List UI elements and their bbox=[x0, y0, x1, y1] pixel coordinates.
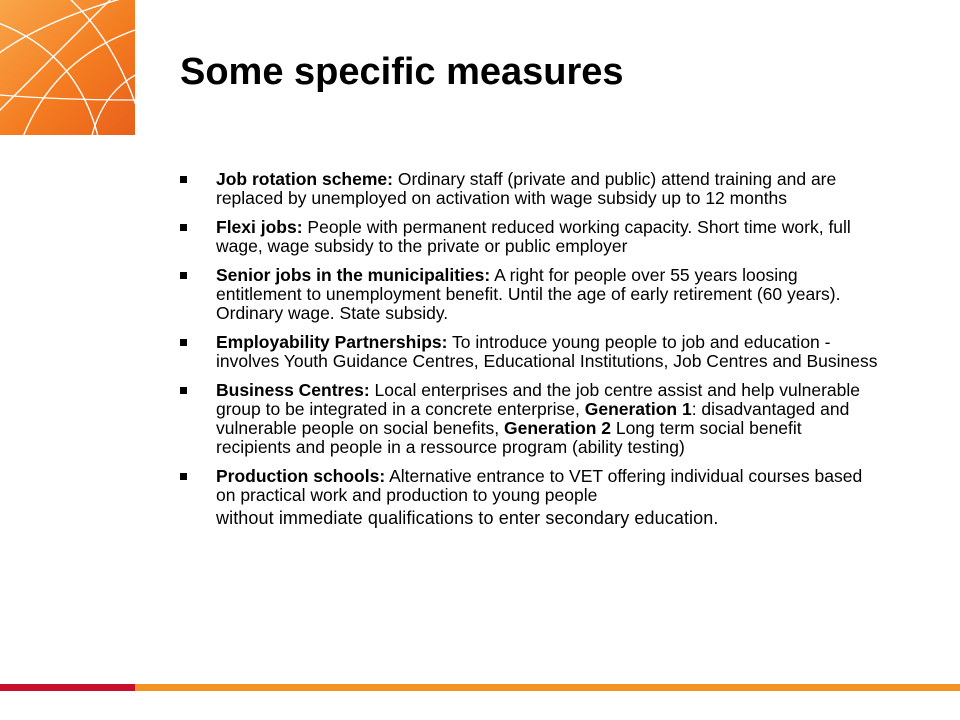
square-bullet-icon bbox=[180, 473, 187, 480]
bullet-term: Flexi jobs: bbox=[216, 217, 303, 237]
logo-background bbox=[0, 0, 135, 135]
orange-arc-logo bbox=[0, 0, 135, 135]
bullet-text: To introduce young people to job and education - involves Youth Guidance Centres, Educational Institutions, Job Centres and Business bbox=[216, 332, 878, 371]
bullet-text: Alternative entrance to VET offering individual courses based on practical work and production to young people bbox=[216, 466, 863, 505]
bullet-term-generation-2: Generation 2 bbox=[504, 418, 611, 438]
bullet-term-generation-1: Generation 1 bbox=[584, 399, 692, 419]
square-bullet-icon bbox=[180, 224, 187, 231]
bullet-text: Ordinary staff (private and public) attend training and are replaced by unemployed on activation with wage subsidy up to 12 months bbox=[216, 169, 837, 208]
footer-band-red bbox=[0, 684, 135, 691]
square-bullet-icon bbox=[180, 387, 187, 394]
bullet-term: Business Centres: bbox=[216, 380, 370, 400]
bullet-text: People with permanent reduced working capacity. Short time work, full wage, wage subsidy to the private or public employer bbox=[216, 217, 851, 256]
bullet-text: A right for people over 55 years loosing entitlement to unemployment benefit. Until the age of early retirement (60 years). Ordinary wage. State subsidy. bbox=[216, 265, 841, 323]
square-bullet-icon bbox=[180, 176, 187, 183]
bullet-production-schools bbox=[178, 467, 878, 531]
bullet-senior-jobs bbox=[178, 266, 878, 323]
bullet-job-rotation bbox=[178, 170, 878, 208]
bullet-text: Long term social benefit recipients and people in a ressource program (ability testing) bbox=[216, 418, 802, 457]
footer-band bbox=[0, 684, 960, 691]
bullet-term: Employability Partnerships: bbox=[216, 332, 448, 352]
measures-list bbox=[178, 170, 878, 541]
slide-title: Some specific measures bbox=[180, 51, 624, 93]
bullet-employability-partnerships bbox=[178, 333, 878, 371]
bullet-term: Senior jobs in the municipalities: bbox=[216, 265, 491, 285]
bullet-term: Job rotation scheme: bbox=[216, 169, 393, 189]
square-bullet-icon bbox=[180, 272, 187, 279]
bullet-business-centres bbox=[178, 381, 878, 457]
bullet-text: : disadvantaged and vulnerable people on social benefits, bbox=[216, 399, 850, 438]
square-bullet-icon bbox=[180, 339, 187, 346]
bullet-flexi-jobs bbox=[178, 218, 878, 256]
bullet-text: Local enterprises and the job centre assist and help vulnerable group to be integrated in a concrete enterprise, bbox=[216, 380, 860, 419]
bullet-text-continuation: without immediate qualifications to enter secondary education. bbox=[216, 508, 719, 528]
bullet-term: Production schools: bbox=[216, 466, 386, 486]
footer-band-orange bbox=[135, 684, 960, 691]
